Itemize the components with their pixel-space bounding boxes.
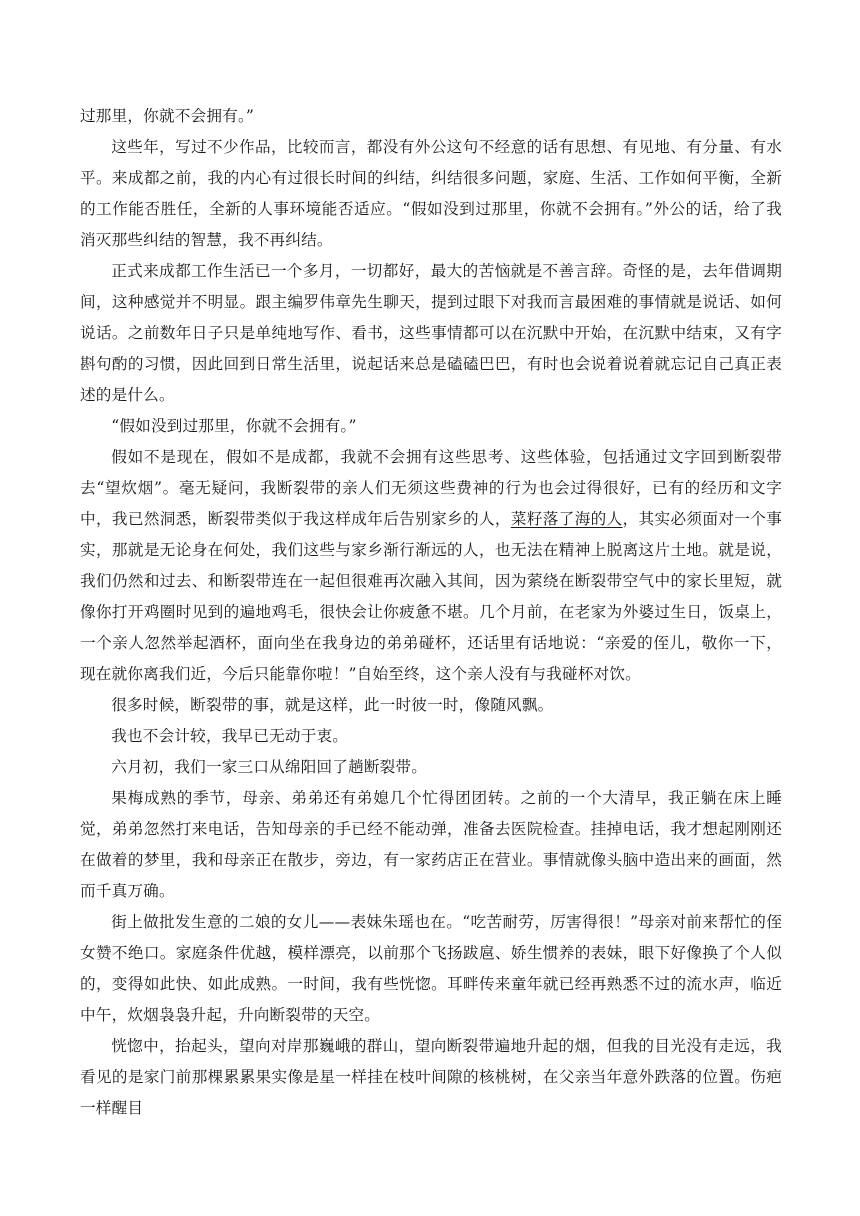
paragraph-text: 正式来成都工作生活已一个多月，一切都好，最大的苦恼就是不善言辞。奇怪的是，去年借调期间，这种感觉并不明显。跟主编罗伟章先生聊天，提到过眼下对我而言最困难的事情就是说话、如何说话。之前数年日子只是单纯地写作、看书，这些事情都可以在沉默中开始，在沉默中结束，又有字斟句酌的习惯，因此回到日常生活里，说起话来总是磕磕巴巴，有时也会说着说着就忘记自己真正表述的是什么。 (80, 262, 782, 404)
paragraph (80, 690, 782, 721)
paragraph (80, 783, 782, 907)
paragraph-text: 很多时候，断裂带的事，就是这样，此一时彼一时，像随风飘。 (111, 696, 554, 714)
paragraph-text: ，其实必须面对一个事实，那就是无论身在何处，我们这些与家乡渐行渐远的人，也无法在精神上脱离这片土地。就是说，我们仍然和过去、和断裂带连在一起但很难再次融入其间，因为萦绕在断裂带空气中的家长里短，就像你打开鸡圈时见到的遍地鸡毛，很快会让你疲惫不堪。几个月前，在老家为外婆过生日，饭桌上，一个亲人忽然举起酒杯，面向坐在我身边的弟弟碰杯，还话里有话地说：“亲爱的侄儿，敬你一下，现在就你离我们近，今后只能靠你啦！”自始至终，这个亲人没有与我碰杯对饮。 (80, 510, 782, 683)
body-text (80, 101, 782, 1124)
paragraph-text: 果梅成熟的季节，母亲、弟弟还有弟媳几个忙得团团转。之前的一个大清早，我正躺在床上睡觉，弟弟忽然打来电话，告知母亲的手已经不能动弹，准备去医院检查。挂掉电话，我才想起刚刚还在做着的梦里，我和母亲正在散步，旁边，有一家药店正在营业。事情就像头脑中造出来的画面，然而千真万确。 (80, 789, 782, 900)
paragraph-text: “假如没到过那里，你就不会拥有。” (111, 417, 357, 435)
paragraph (80, 721, 782, 752)
paragraph-text: 过那里，你就不会拥有。” (80, 107, 255, 125)
paragraph-text: 假如不是现在，假如不是成都，我就不会拥有这些思考、这些体验，包括通过文字回到断裂带去“望炊烟”。毫无疑问，我断裂带的亲人们无须这些费神的行为也会过得很好，已有的经历和文字中，我已然洞悉，断裂带类似于我这样成年后告别家乡的人， (80, 448, 782, 528)
paragraph-text: 我也不会计较，我早已无动于衷。 (111, 727, 349, 745)
paragraph (80, 907, 782, 1031)
underlined-phrase: 菜籽落了海的人 (510, 510, 623, 528)
paragraph (80, 256, 782, 411)
paragraph-text: 这些年，写过不少作品，比较而言，都没有外公这句不经意的话有思想、有见地、有分量、有水平。来成都之前，我的内心有过很长时间的纠结，纠结很多问题，家庭、生活、工作如何平衡，全新的工作能否胜任，全新的人事环境能否适应。“假如没到过那里，你就不会拥有。”外公的话，给了我消灭那些纠结的智慧，我不再纠结。 (80, 138, 782, 249)
paragraph-text: 街上做批发生意的二娘的女儿——表妹朱瑶也在。“吃苦耐劳，厉害得很！”母亲对前来帮忙的侄女赞不绝口。家庭条件优越，模样漂亮，以前那个飞扬跋扈、娇生惯养的表妹，眼下好像换了个人似的，变得如此快、如此成熟。一时间，我有些恍惚。耳畔传来童年就已经再熟悉不过的流水声，临近中午，炊烟袅袅升起，升向断裂带的天空。 (80, 913, 782, 1024)
paragraph (80, 752, 782, 783)
paragraph-text: 恍惚中，抬起头，望向对岸那巍峨的群山，望向断裂带遍地升起的烟，但我的目光没有走远，我看见的是家门前那棵累累果实像是星一样挂在枝叶间隙的核桃树，在父亲当年意外跌落的位置。伤疤一样醒目 (80, 1037, 782, 1117)
paragraph-text: 六月初，我们一家三口从绵阳回了趟断裂带。 (111, 758, 428, 776)
paragraph (80, 101, 782, 132)
paragraph (80, 132, 782, 256)
paragraph (80, 411, 782, 442)
paragraph (80, 442, 782, 690)
paragraph (80, 1031, 782, 1124)
